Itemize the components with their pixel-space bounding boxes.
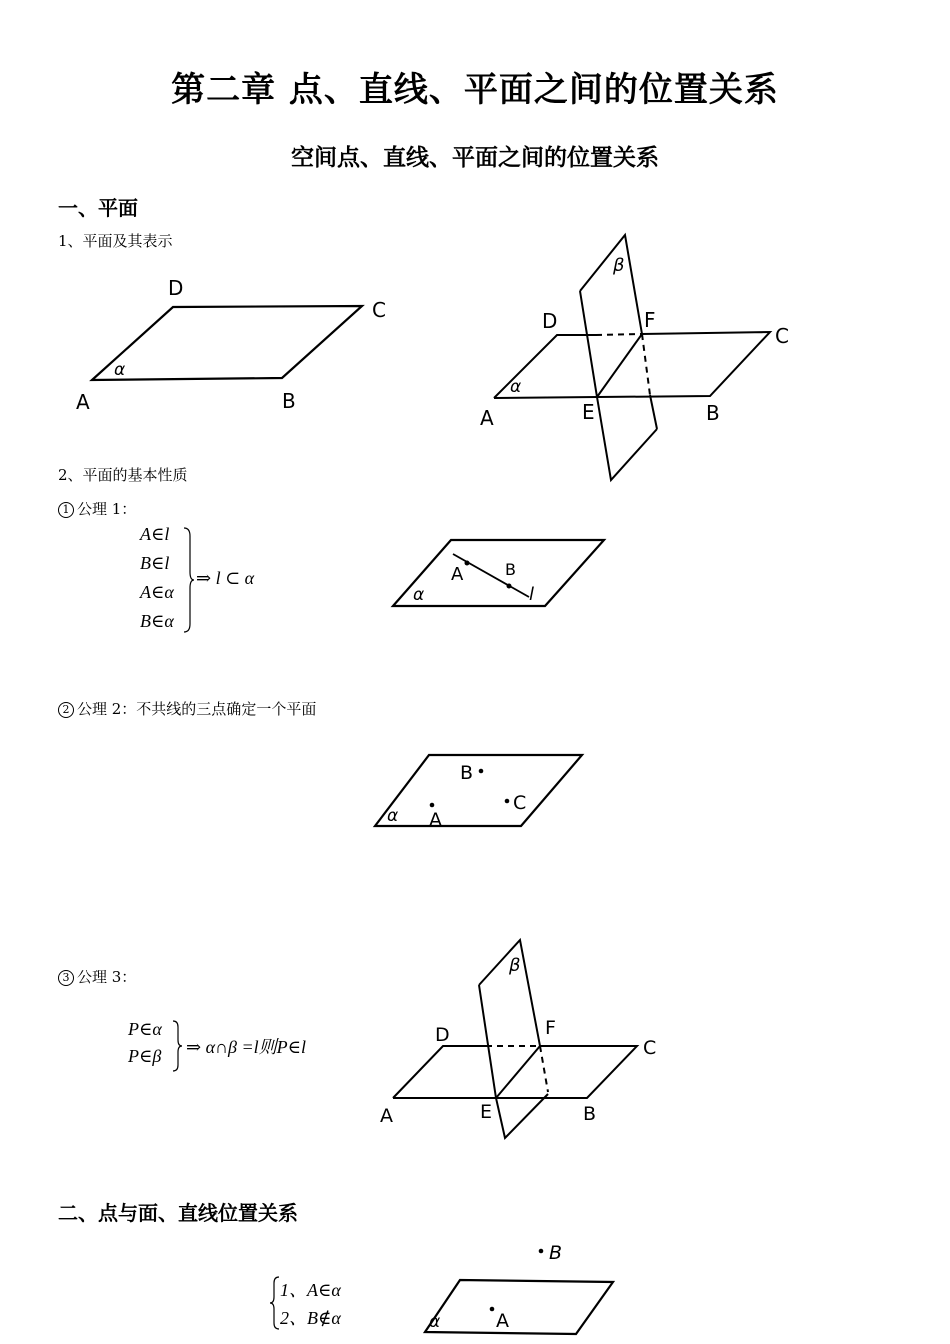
line-l: [453, 554, 529, 597]
beta-hidden-edge: [642, 334, 650, 395]
section-heading-plane: 一、平面: [58, 196, 138, 220]
axiom3-result: ⇒ α∩β =l则P∈l: [186, 1037, 306, 1057]
label-l: l: [529, 584, 535, 605]
label-f: F: [545, 1017, 556, 1039]
label-a: A: [496, 1310, 509, 1332]
figure-plane-abcd: [70, 265, 420, 415]
plane-outline: [425, 1280, 613, 1334]
label-alpha: α: [510, 377, 522, 397]
section2-line-2: 2、B∉α: [280, 1308, 341, 1328]
point-a: [430, 803, 435, 808]
alpha-front: [393, 1046, 637, 1098]
label-beta: β: [613, 255, 625, 276]
label-a: A: [429, 809, 442, 831]
label-b: B: [505, 560, 516, 579]
label-b: B: [549, 1242, 563, 1264]
intersection-line-ef: [496, 1046, 540, 1098]
point-b: [507, 584, 512, 589]
label-a: A: [451, 564, 464, 585]
label-a: A: [76, 390, 90, 414]
alpha-front: [494, 332, 770, 398]
plane-outline: [393, 540, 604, 606]
axiom1-line-3: A∈α: [140, 582, 174, 602]
label-d: D: [168, 276, 184, 300]
axiom1-line-4: B∈α: [140, 611, 174, 631]
axiom2-label-row: [58, 698, 316, 719]
alpha-back-left: [393, 1046, 486, 1098]
figure-line-in-plane: [385, 530, 615, 612]
figure-point-plane: [415, 1235, 625, 1340]
axiom1-result: ⇒ l ⊂ α: [196, 568, 255, 588]
axiom3-formula: [128, 1019, 368, 1073]
right-brace: [182, 526, 194, 634]
section2-line-1: 1、A∈α: [280, 1280, 341, 1300]
label-c: C: [513, 792, 527, 814]
label-b: B: [460, 762, 474, 784]
axiom3-label: 公理 3：: [77, 968, 137, 986]
plane-outline: [375, 755, 582, 826]
label-c: C: [643, 1037, 657, 1059]
label-e: E: [480, 1101, 493, 1123]
label-b: B: [706, 401, 720, 425]
right-brace: [172, 1020, 182, 1072]
left-brace: [270, 1276, 280, 1330]
item-basic-properties: 2、平面的基本性质: [58, 466, 188, 484]
chapter-title: 第二章 点、直线、平面之间的位置关系: [171, 70, 779, 110]
beta-top: [580, 235, 642, 334]
point-c: [505, 799, 510, 804]
beta-hidden-edge: [540, 1046, 548, 1092]
axiom3-line-1: P∈α: [128, 1019, 162, 1039]
label-alpha: α: [413, 585, 425, 605]
axiom3-line-2: P∈β: [128, 1046, 162, 1066]
label-f: F: [644, 308, 656, 332]
label-a: A: [380, 1105, 393, 1127]
plane-outline: [92, 306, 362, 380]
intersection-line-ef: [597, 334, 642, 397]
label-e: E: [582, 400, 595, 424]
point-b: [539, 1249, 544, 1254]
label-c: C: [372, 298, 386, 322]
point-b: [479, 769, 484, 774]
label-alpha: α: [429, 1312, 441, 1332]
label-b: B: [583, 1103, 597, 1125]
label-alpha: α: [114, 360, 126, 380]
figure-axiom3-planes: [375, 930, 665, 1145]
label-a: A: [480, 406, 494, 430]
circled-number-2: 2: [58, 702, 74, 718]
point-a: [465, 561, 470, 566]
axiom2-label: 公理 2：不共线的三点确定一个平面: [77, 700, 317, 718]
beta-right-lower: [650, 395, 657, 429]
figure-intersecting-planes: [470, 225, 810, 490]
circled-number-1: 1: [58, 502, 74, 518]
circled-number-3: 3: [58, 970, 74, 986]
section-heading-point-plane: 二、点与面、直线位置关系: [58, 1201, 298, 1225]
axiom1-formula: [140, 524, 300, 636]
section2-formula: [270, 1275, 410, 1333]
label-b: B: [282, 389, 296, 413]
section-subtitle: 空间点、直线、平面之间的位置关系: [291, 145, 659, 171]
label-d: D: [542, 309, 558, 333]
label-alpha: α: [387, 806, 399, 826]
label-d: D: [435, 1024, 450, 1046]
figure-three-points: [365, 748, 590, 833]
label-c: C: [775, 324, 789, 348]
label-beta: β: [509, 955, 521, 976]
axiom1-label: 公理 1：: [77, 500, 137, 518]
axiom1-line-2: B∈l: [140, 553, 170, 573]
axiom1-line-1: A∈l: [140, 524, 170, 544]
alpha-hidden-edge: [596, 334, 642, 335]
axiom1-label-row: [58, 498, 136, 519]
point-a: [490, 1307, 495, 1312]
item-plane-representation: 1、平面及其表示: [58, 232, 173, 250]
axiom3-label-row: [58, 966, 136, 987]
